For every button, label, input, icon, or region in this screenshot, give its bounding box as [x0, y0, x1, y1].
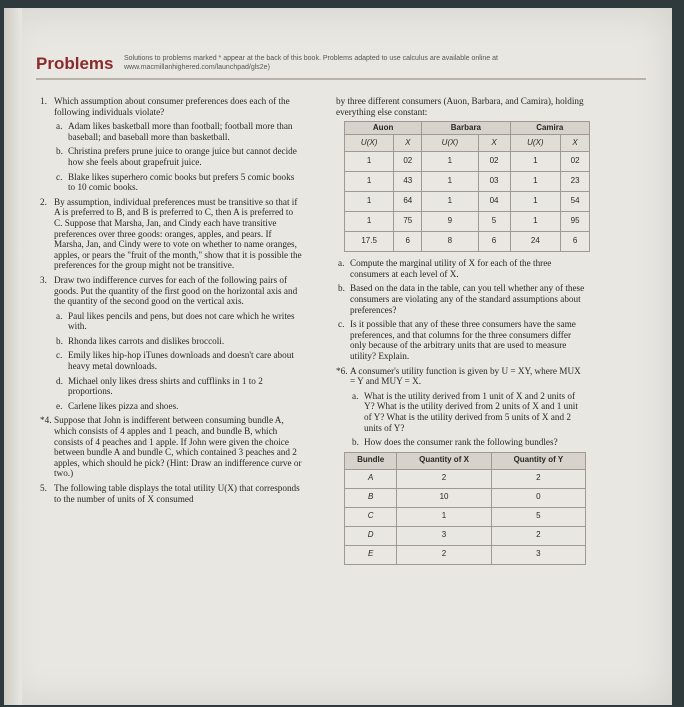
problem-1a — [54, 121, 302, 142]
table-cell: 1 — [345, 212, 394, 232]
part-label: b. — [338, 283, 345, 294]
table-row — [345, 526, 586, 545]
table-cell: 24 — [510, 232, 561, 252]
table-cell: 5 — [491, 507, 585, 526]
problem-number: 3. — [40, 274, 47, 285]
table-cell: E — [345, 545, 397, 564]
left-column — [40, 96, 302, 508]
problem-6b — [350, 437, 586, 448]
table-cell: 8 — [422, 232, 478, 252]
problem-5-continued: by three different consumers (Auon, Barbara, and Camira), holding everything else constant: — [336, 96, 584, 117]
section-title: Problems — [36, 54, 114, 73]
utility-table-subheader-row — [345, 135, 590, 152]
problem-3b — [54, 336, 302, 347]
table-cell: 64 — [394, 192, 422, 212]
table-row — [345, 507, 586, 526]
part-label: e. — [56, 400, 63, 411]
problem-stem: Suppose that John is indifferent between consuming bundle A, which consists of 4 apples and 1 peach, and bundle B, which consists of 4 peaches and 1 apple. If John were given the choice between bundle A and bundle C, which contained 3 peaches and 2 apples, which should he pick? (Hint: Draw an indifference curve or two.) — [54, 415, 302, 479]
table-row — [345, 172, 590, 192]
part-text: Blake likes superhero comic books but prefers 5 comic books to 10 comic books. — [68, 171, 295, 193]
table-cell: 1 — [510, 172, 561, 192]
table-cell: 04 — [478, 192, 510, 212]
table-cell: 1 — [422, 152, 478, 172]
table-row — [345, 152, 590, 172]
part-label: d. — [56, 375, 63, 386]
problem-stem: By assumption, individual preferences must be transitive so that if A is preferred to B, and B is preferred to C, then A is preferred to C. Suppose that Marsha, Jan, and Cindy each have transitive preferences over three goods: oranges, apples, and pears. If Marsha, Jan, and Cindy were to vote on whether to name oranges, apples, or pears the "fruit of the month," show that it is possible the preferences for the group might not be transitive. — [54, 196, 302, 271]
problem-number: 1. — [40, 96, 47, 106]
table-cell: 43 — [394, 172, 422, 192]
problem-1c — [54, 172, 302, 193]
bundle-table-header-row — [345, 452, 586, 469]
table-cell: 1 — [345, 152, 394, 172]
group-header-camira: Camira — [510, 122, 589, 135]
part-text: Rhonda likes carrots and dislikes broccoli. — [68, 335, 225, 346]
table-cell: 2 — [397, 545, 491, 564]
part-label: b. — [56, 335, 63, 346]
table-cell: 2 — [491, 526, 585, 545]
part-label: a. — [56, 310, 63, 321]
table-row — [345, 232, 590, 252]
column-header: X — [394, 135, 422, 152]
table-cell: 5 — [478, 212, 510, 232]
column-header: U(X) — [345, 135, 394, 152]
problem-number: *4. — [40, 415, 52, 426]
table-cell: 6 — [394, 232, 422, 252]
table-cell: 95 — [561, 212, 590, 232]
part-label: b. — [352, 437, 359, 448]
problem-5 — [40, 483, 302, 504]
problem-5c — [336, 319, 586, 361]
page-binding-shadow — [4, 8, 22, 705]
part-text: Christina prefers prune juice to orange juice but cannot decide how she feels about grapefruit juice. — [68, 146, 297, 167]
part-label: c. — [56, 171, 63, 182]
table-cell: 02 — [561, 152, 590, 172]
problem-stem: Draw two indifference curves for each of the following pairs of goods. Put the quantity of the first good on the horizontal axis and the quantity of the second good on the vertical axis. — [54, 274, 298, 307]
problem-number: 2. — [40, 196, 47, 207]
textbook-page — [4, 8, 672, 705]
bundle-table — [344, 452, 586, 565]
column-header: X — [561, 135, 590, 152]
part-label: a. — [352, 390, 359, 401]
problem-3e — [54, 401, 302, 412]
table-cell: 3 — [397, 526, 491, 545]
part-text: Michael only likes dress shirts and cufflinks in 1 to 2 proportions. — [68, 375, 263, 397]
table-cell: C — [345, 507, 397, 526]
table-cell: 0 — [491, 488, 585, 507]
part-text: Paul likes pencils and pens, but does not care which he writes with. — [68, 310, 295, 332]
table-cell: 6 — [561, 232, 590, 252]
part-label: a. — [338, 258, 345, 269]
problem-stem: A consumer's utility function is given by U = XY, where MUX = Y and MUY = X. — [350, 365, 581, 387]
part-text: Emily likes hip-hop iTunes downloads and doesn't care about heavy metal downloads. — [68, 350, 294, 372]
table-cell: 54 — [561, 192, 590, 212]
header-note — [124, 54, 498, 72]
problem-5b — [336, 283, 586, 315]
header-rule — [36, 78, 646, 80]
problems-header — [36, 54, 646, 84]
utility-table — [344, 121, 590, 252]
table-cell: 02 — [478, 152, 510, 172]
part-text: Compute the marginal utility of X for each of the three consumers at each level of X. — [350, 258, 552, 279]
part-text: Carlene likes pizza and shoes. — [68, 400, 179, 411]
part-text: How does the consumer rank the following bundles? — [364, 437, 558, 448]
column-header: Quantity of X — [397, 452, 491, 469]
table-cell: B — [345, 488, 397, 507]
column-header: X — [478, 135, 510, 152]
table-cell: 10 — [397, 488, 491, 507]
table-cell: D — [345, 526, 397, 545]
table-cell: 9 — [422, 212, 478, 232]
part-text: Is it possible that any of these three consumers have the same preferences, and that columns for the three consumers differ only because of the arbitrary units that are used to measure utility? Explain. — [350, 319, 576, 361]
table-row — [345, 545, 586, 564]
right-column — [336, 96, 586, 571]
table-row — [345, 488, 586, 507]
table-cell: 17.5 — [345, 232, 394, 252]
table-cell: 1 — [345, 192, 394, 212]
table-row — [345, 212, 590, 232]
problem-2 — [40, 197, 302, 271]
column-header: Bundle — [345, 452, 397, 469]
problem-1 — [40, 96, 302, 193]
problem-6 — [336, 366, 586, 448]
table-cell: 1 — [510, 152, 561, 172]
problem-4 — [40, 415, 302, 479]
table-cell: 2 — [491, 469, 585, 488]
problem-stem: Which assumption about consumer preferences does each of the following individuals violate? — [54, 96, 290, 117]
table-cell: 1 — [422, 192, 478, 212]
table-cell: 75 — [394, 212, 422, 232]
part-text: Based on the data in the table, can you tell whether any of these consumers are violating any of the standard assumptions about preferences? — [350, 283, 585, 315]
table-row — [345, 469, 586, 488]
table-cell: 1 — [510, 212, 561, 232]
part-text: What is the utility derived from 1 unit of X and 2 units of Y? What is the utility derived from 2 units of X and 1 unit of Y? What is the utility derived from 5 units of X and 2 units of Y? — [364, 390, 578, 433]
problem-3c — [54, 350, 302, 371]
column-header: U(X) — [422, 135, 478, 152]
problem-6a — [350, 391, 586, 433]
group-header-barbara: Barbara — [422, 122, 510, 135]
table-cell: 03 — [478, 172, 510, 192]
table-row — [345, 192, 590, 212]
table-cell: 2 — [397, 469, 491, 488]
table-cell: 23 — [561, 172, 590, 192]
problem-stem: The following table displays the total utility U(X) that corresponds to the number of units of X consumed — [54, 483, 300, 504]
part-label: a. — [56, 121, 63, 132]
table-cell: 1 — [422, 172, 478, 192]
table-cell: 3 — [491, 545, 585, 564]
table-cell: 02 — [394, 152, 422, 172]
part-label: c. — [56, 350, 63, 361]
problem-5a — [336, 258, 586, 279]
table-cell: 6 — [478, 232, 510, 252]
problem-1b — [54, 146, 302, 167]
column-header: U(X) — [510, 135, 561, 152]
table-cell: 1 — [345, 172, 394, 192]
table-cell: 1 — [397, 507, 491, 526]
header-note-line1: Solutions to problems marked * appear at the back of this book. Problems adapted to use calculus are available online at — [124, 55, 498, 62]
group-header-auon: Auon — [345, 122, 422, 135]
column-header: Quantity of Y — [491, 452, 585, 469]
part-text: Adam likes basketball more than football; football more than baseball; and baseball more than basketball. — [68, 121, 293, 142]
problem-3d — [54, 376, 302, 397]
header-note-line2: www.macmillanhighered.com/launchpad/gls2e) — [124, 64, 270, 71]
utility-table-group-row — [345, 122, 590, 135]
problem-number: 5. — [40, 483, 47, 493]
problem-number: *6. — [336, 365, 348, 376]
part-label: b. — [56, 146, 63, 157]
table-cell: A — [345, 469, 397, 488]
problem-3 — [40, 275, 302, 412]
part-label: c. — [338, 319, 345, 330]
problem-3a — [54, 311, 302, 332]
table-cell: 1 — [510, 192, 561, 212]
